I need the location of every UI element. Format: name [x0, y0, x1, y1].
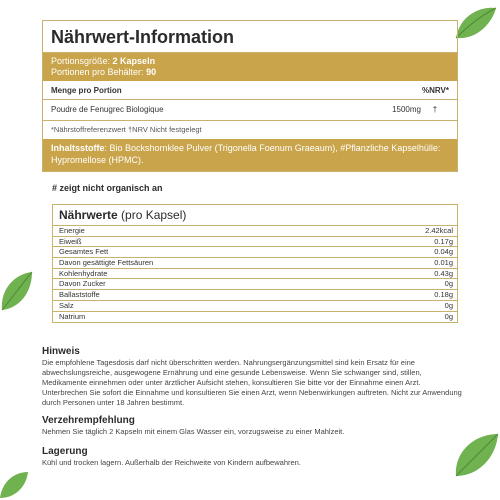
page-title: Nährwert-Information: [43, 21, 457, 53]
table-row: [53, 312, 457, 323]
table-row: [53, 301, 457, 312]
row-name: Kohlenhydrate: [59, 268, 108, 278]
table-row: [53, 269, 457, 280]
lagerung-heading: Lagerung: [42, 446, 88, 457]
lagerung-section: [42, 446, 462, 468]
nutrition-values-title: [53, 205, 457, 226]
row-name: Ballaststoffe: [59, 290, 100, 300]
verzehr-heading: Verzehrempfehlung: [42, 415, 135, 426]
row-name: Davon Zucker: [59, 279, 106, 289]
nutrition-values-rows: [53, 226, 457, 322]
row-value: 2.42kcal: [425, 226, 453, 235]
ingredient-amount: 1500mg: [392, 105, 421, 114]
portion-size-label: Portionsgröße:: [51, 56, 111, 66]
table-row: [53, 290, 457, 301]
hinweis-text: Die empfohlene Tagesdosis darf nicht überschritten werden. Nahrungsergänzungsmittel sind kein Ersatz für eine abwechslungsreiche, ausgewogene Ernährung und eine gesunde Lebensweise. Wenn Sie schwanger sind, stillen, Medikamente einnehmen oder unter ärztlicher Aufsicht stehen, konsultieren Sie bitte vor der Einnahme einen Arzt. Unterbrechen Sie sofort die Einnahme und konsultieren Sie einen Arzt, wenn Nebenwirkungen auftreten. Nicht zur Anwendung durch Personen unter 18 Jahren bestimmt.: [42, 358, 462, 407]
nrv-header: %NRV*: [422, 86, 449, 95]
portion-size-line: [51, 56, 449, 67]
hinweis-heading: Hinweis: [42, 346, 80, 357]
organic-note: # zeigt nicht organisch an: [52, 183, 163, 193]
row-name: Eiweiß: [59, 236, 82, 246]
ingredients-band: [43, 139, 457, 171]
verzehr-text: Nehmen Sie täglich 2 Kapseln mit einem Glas Wasser ein, vorzugsweise zu einer Mahlzeit.: [42, 427, 345, 436]
leaf-bottom-left-icon: [0, 470, 30, 500]
ingredient-row: [43, 100, 457, 121]
ingredients-label: Inhaltsstoffe: [51, 143, 105, 153]
row-value: 0g: [444, 279, 453, 289]
leaf-top-right-icon: [452, 4, 498, 44]
row-value: 0g: [444, 300, 453, 310]
portions-per-container-line: [51, 67, 449, 78]
row-name: Davon gesättigte Fettsäuren: [59, 258, 154, 268]
portion-size-value: 2 Kapseln: [112, 56, 156, 66]
amount-per-serving-header: [43, 81, 457, 100]
table-row: [53, 258, 457, 269]
portion-band: [43, 53, 457, 81]
row-value: 0g: [444, 311, 453, 321]
row-name: Natrium: [59, 311, 86, 321]
leaf-left-icon: [0, 270, 34, 314]
amount-per-serving-label: Menge pro Portion: [51, 86, 122, 95]
row-value: 0.01g: [434, 258, 453, 268]
ingredients-text: : Bio Bockshornklee Pulver (Trigonella Foenum Graeaum), #Pflanzliche Kapselhülle: Hypromellose (HPMC).: [51, 143, 441, 165]
portions-value: 90: [146, 67, 157, 77]
ingredient-name: Poudre de Fenugrec Biologique: [51, 105, 164, 114]
lagerung-text: Kühl und trocken lagern. Außerhalb der Reichweite von Kindern aufbewahren.: [42, 458, 301, 467]
portions-label: Portionen pro Behälter:: [51, 67, 144, 77]
table-row: [53, 247, 457, 258]
verzehr-section: [42, 415, 462, 437]
nutrition-info-box: [42, 20, 458, 172]
table-row: [53, 226, 457, 237]
row-name: Energie: [59, 226, 85, 235]
nutrition-values-title-rest: (pro Kapsel): [117, 208, 187, 222]
row-name: Gesamtes Fett: [59, 247, 109, 257]
row-value: 0.04g: [434, 247, 453, 257]
row-value: 0.43g: [434, 268, 453, 278]
table-row: [53, 237, 457, 248]
reference-note: *Nährstoffreferenzwert †NRV Nicht festgelegt: [51, 125, 202, 134]
nutrition-values-table: [52, 204, 458, 323]
hinweis-section: [42, 346, 462, 408]
row-value: 0.17g: [434, 236, 453, 246]
row-value: 0.18g: [434, 290, 453, 300]
row-name: Salz: [59, 300, 74, 310]
nutrition-values-title-bold: Nährwerte: [59, 208, 118, 222]
table-row: [53, 279, 457, 290]
ingredient-nrv: †: [432, 105, 438, 114]
